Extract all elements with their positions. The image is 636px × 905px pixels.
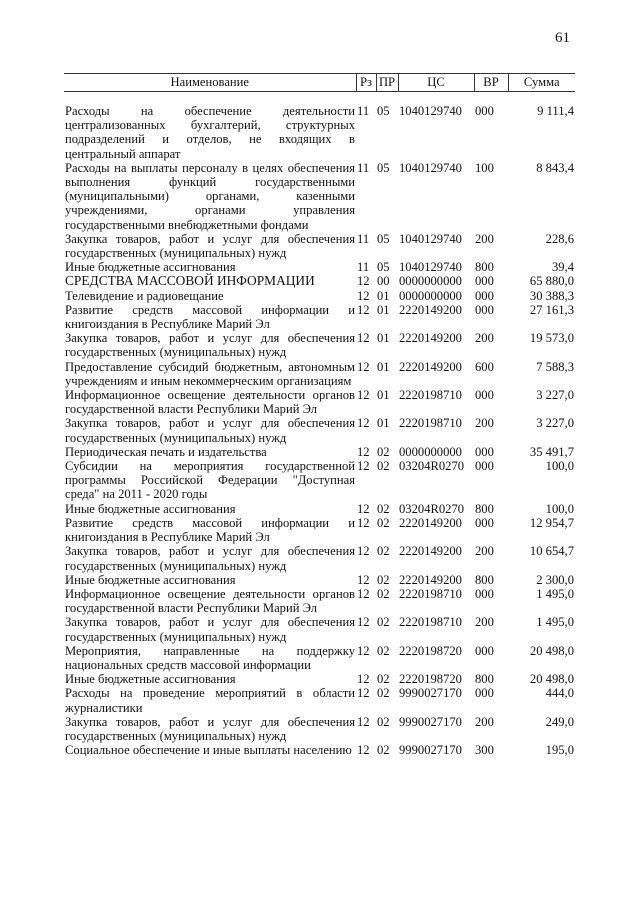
- cell-name: Иные бюджетные ассигнования: [65, 501, 236, 516]
- cell-name: Расходы на обеспечение деятельности централизованных бухгалтерий, структурных подразделений и отделов, не входящих в центральный аппарат: [65, 104, 355, 161]
- cell-vr: 200: [475, 331, 494, 346]
- cell-name: Телевидение и радиовещание: [65, 288, 224, 303]
- cell-rz: 12: [357, 501, 370, 516]
- cell-sum: 444,0: [545, 686, 574, 701]
- page-number: 61: [555, 30, 570, 46]
- cell-vr: 100: [475, 160, 494, 175]
- cell-rz: 12: [357, 416, 370, 431]
- cell-sum: 1 495,0: [536, 615, 574, 630]
- cell-sum: 27 161,3: [529, 302, 574, 317]
- cell-rz: 12: [357, 359, 370, 374]
- cell-pr: 01: [377, 416, 390, 431]
- table-body: [64, 92, 575, 758]
- cell-cs: 1040129740: [399, 104, 462, 118]
- cell-vr: 800: [475, 260, 494, 275]
- cell-vr: 000: [475, 643, 494, 658]
- table-header-row: [64, 74, 575, 92]
- cell-vr: 000: [475, 444, 494, 459]
- cell-sum: 8 843,4: [536, 160, 574, 175]
- cell-name: Мероприятия, направленные на поддержку национальных средств массовой информации: [65, 643, 355, 672]
- table-row: [64, 388, 575, 416]
- cell-vr: 200: [475, 544, 494, 559]
- table-row: [64, 459, 575, 502]
- cell-name: Иные бюджетные ассигнования: [65, 672, 236, 687]
- cell-name: Развитие средств массовой информации и книгоиздания в Республике Марий Эл: [65, 515, 355, 545]
- cell-rz: 12: [357, 586, 370, 601]
- cell-cs: 9990027170: [399, 686, 462, 701]
- cell-vr: 200: [475, 615, 494, 630]
- table-row: [64, 672, 575, 686]
- cell-rz: 11: [357, 104, 370, 118]
- cell-sum: 12 954,7: [529, 515, 574, 530]
- cell-cs: 1040129740: [399, 260, 462, 275]
- cell-sum: 7 588,3: [536, 359, 574, 374]
- table-row: [64, 303, 575, 331]
- table-row: [64, 331, 575, 359]
- cell-pr: 02: [377, 544, 390, 559]
- cell-vr: 800: [475, 572, 494, 587]
- table-row: [64, 644, 575, 672]
- cell-cs: 2220198710: [399, 416, 462, 431]
- cell-pr: 02: [377, 444, 390, 459]
- cell-vr: 000: [475, 274, 494, 289]
- cell-cs: 2220149200: [399, 331, 462, 346]
- cell-cs: 2220198710: [399, 388, 462, 403]
- cell-vr: 000: [475, 288, 494, 303]
- table-row: [64, 260, 575, 274]
- cell-name: Закупка товаров, работ и услуг для обеспечения государственных (муниципальных) нужд: [65, 544, 355, 573]
- cell-vr: 200: [475, 231, 494, 246]
- cell-sum: 9 111,4: [537, 104, 574, 118]
- cell-name: Социальное обеспечение и иные выплаты населению: [65, 743, 352, 758]
- table-row: [64, 92, 575, 161]
- cell-name: Предоставление субсидий бюджетным, автономным учреждениям и иным некоммерческим организациям: [65, 359, 355, 388]
- cell-pr: 02: [377, 714, 390, 729]
- cell-name: Закупка товаров, работ и услуг для обеспечения государственных (муниципальных) нужд: [65, 615, 355, 644]
- cell-pr: 01: [377, 359, 390, 374]
- cell-vr: 000: [475, 586, 494, 601]
- table-row: [64, 274, 575, 288]
- cell-name: Расходы на выплаты персоналу в целях обеспечения выполнения функций государственными (муниципальными) органами, казенными учреждениями, органами управления государственными внебюджетными фондами: [65, 160, 355, 232]
- cell-rz: 12: [357, 515, 370, 530]
- cell-pr: 00: [377, 274, 390, 289]
- cell-sum: 2 300,0: [536, 572, 574, 587]
- table-row: [64, 289, 575, 303]
- cell-vr: 300: [475, 743, 494, 758]
- cell-sum: 100,0: [545, 501, 574, 516]
- table-row: [64, 743, 575, 757]
- cell-name: Закупка товаров, работ и услуг для обеспечения государственных (муниципальных) нужд: [65, 231, 355, 261]
- cell-cs: 2220198720: [399, 672, 462, 687]
- cell-sum: 20 498,0: [529, 643, 574, 658]
- column-header-cs: ЦС: [398, 74, 474, 92]
- cell-pr: 01: [377, 388, 390, 403]
- cell-rz: 11: [357, 260, 370, 275]
- cell-pr: 02: [377, 743, 390, 758]
- table-row: [64, 416, 575, 444]
- cell-pr: 02: [377, 643, 390, 658]
- cell-pr: 05: [377, 260, 390, 275]
- cell-name: Закупка товаров, работ и услуг для обеспечения государственных (муниципальных) нужд: [65, 714, 355, 743]
- cell-sum: 195,0: [545, 743, 574, 758]
- cell-pr: 01: [377, 302, 390, 317]
- table-row: [64, 445, 575, 459]
- cell-cs: 03204R0270: [399, 501, 465, 516]
- cell-rz: 12: [357, 672, 370, 687]
- cell-sum: 19 573,0: [529, 331, 574, 346]
- column-header-pr: ПР: [376, 74, 398, 92]
- table-row: [64, 161, 575, 232]
- cell-cs: 2220198710: [399, 615, 462, 630]
- cell-pr: 05: [377, 160, 390, 175]
- column-header-rz: Рз: [356, 74, 376, 92]
- cell-vr: 000: [475, 302, 494, 317]
- budget-table: [64, 73, 575, 757]
- cell-name: СРЕДСТВА МАССОВОЙ ИНФОРМАЦИИ: [65, 273, 315, 289]
- cell-rz: 12: [357, 544, 370, 559]
- cell-cs: 0000000000: [399, 444, 462, 459]
- cell-sum: 20 498,0: [529, 672, 574, 687]
- cell-vr: 800: [475, 672, 494, 687]
- cell-rz: 12: [357, 743, 370, 758]
- cell-name: Развитие средств массовой информации и книгоиздания в Республике Марий Эл: [65, 302, 355, 332]
- cell-cs: 2220198710: [399, 586, 462, 601]
- table-row: [64, 516, 575, 544]
- table-row: [64, 715, 575, 743]
- cell-name: Закупка товаров, работ и услуг для обеспечения государственных (муниципальных) нужд: [65, 416, 355, 445]
- table-row: [64, 232, 575, 260]
- table-row: [64, 360, 575, 388]
- cell-name: Иные бюджетные ассигнования: [65, 260, 236, 275]
- cell-pr: 05: [377, 104, 390, 118]
- cell-pr: 02: [377, 672, 390, 687]
- cell-name: Субсидии на мероприятия государственной программы Российской Федерации "Доступная среда" на 2011 - 2020 годы: [65, 459, 355, 502]
- cell-cs: 2220198720: [399, 643, 462, 658]
- cell-cs: 2220149200: [399, 544, 462, 559]
- column-header-sum: Сумма: [508, 74, 575, 92]
- cell-rz: 12: [357, 714, 370, 729]
- cell-sum: 100,0: [545, 459, 574, 474]
- cell-rz: 11: [357, 231, 370, 246]
- cell-rz: 12: [357, 388, 370, 403]
- cell-rz: 11: [357, 160, 370, 175]
- cell-vr: 600: [475, 359, 494, 374]
- cell-rz: 12: [357, 274, 370, 289]
- cell-sum: 228,6: [545, 231, 574, 246]
- table-row: [64, 573, 575, 587]
- cell-sum: 3 227,0: [536, 416, 574, 431]
- cell-vr: 000: [475, 388, 494, 403]
- cell-sum: 30 388,3: [529, 288, 574, 303]
- cell-name: Расходы на проведение мероприятий в области журналистики: [65, 686, 355, 715]
- cell-cs: 9990027170: [399, 714, 462, 729]
- cell-cs: 0000000000: [399, 274, 462, 289]
- cell-vr: 000: [475, 459, 494, 474]
- cell-cs: 2220149200: [399, 359, 462, 374]
- cell-name: Закупка товаров, работ и услуг для обеспечения государственных (муниципальных) нужд: [65, 331, 355, 360]
- table-row: [64, 615, 575, 643]
- column-header-name: Наименование: [64, 74, 356, 92]
- cell-name: Иные бюджетные ассигнования: [65, 572, 236, 587]
- cell-sum: 249,0: [545, 714, 574, 729]
- cell-vr: 000: [475, 104, 494, 118]
- cell-vr: 000: [475, 515, 494, 530]
- cell-cs: 2220149200: [399, 515, 462, 530]
- cell-rz: 12: [357, 331, 370, 346]
- cell-rz: 12: [357, 302, 370, 317]
- cell-rz: 12: [357, 459, 370, 474]
- cell-sum: 39,4: [551, 260, 574, 275]
- cell-name: Периодическая печать и издательства: [65, 444, 267, 459]
- cell-pr: 02: [377, 501, 390, 516]
- cell-rz: 12: [357, 444, 370, 459]
- cell-pr: 02: [377, 615, 390, 630]
- cell-pr: 02: [377, 586, 390, 601]
- cell-pr: 02: [377, 515, 390, 530]
- cell-cs: 03204R0270: [399, 459, 465, 474]
- cell-sum: 10 654,7: [529, 544, 574, 559]
- cell-cs: 1040129740: [399, 160, 462, 175]
- table-row: [64, 502, 575, 516]
- cell-vr: 000: [475, 686, 494, 701]
- cell-rz: 12: [357, 288, 370, 303]
- table-row: [64, 544, 575, 572]
- cell-pr: 02: [377, 572, 390, 587]
- cell-cs: 1040129740: [399, 231, 462, 246]
- cell-cs: 2220149200: [399, 572, 462, 587]
- cell-vr: 200: [475, 714, 494, 729]
- cell-pr: 01: [377, 288, 390, 303]
- cell-sum: 1 495,0: [536, 586, 574, 601]
- cell-name: Информационное освещение деятельности органов государственной власти Республики Марий Эл: [65, 388, 355, 417]
- table-row: [64, 587, 575, 615]
- cell-pr: 05: [377, 231, 390, 246]
- cell-pr: 01: [377, 331, 390, 346]
- cell-name: Информационное освещение деятельности органов государственной власти Республики Марий Эл: [65, 586, 355, 616]
- cell-sum: 65 880,0: [529, 274, 574, 289]
- cell-rz: 12: [357, 615, 370, 630]
- column-header-vr: ВР: [474, 74, 508, 92]
- cell-rz: 12: [357, 572, 370, 587]
- cell-sum: 35 491,7: [529, 444, 574, 459]
- table-row: [64, 686, 575, 714]
- cell-vr: 200: [475, 416, 494, 431]
- cell-cs: 9990027170: [399, 743, 462, 758]
- cell-rz: 12: [357, 686, 370, 701]
- cell-pr: 02: [377, 459, 390, 474]
- cell-cs: 0000000000: [399, 288, 462, 303]
- cell-rz: 12: [357, 643, 370, 658]
- cell-vr: 800: [475, 501, 494, 516]
- cell-sum: 3 227,0: [536, 388, 574, 403]
- cell-pr: 02: [377, 686, 390, 701]
- cell-cs: 2220149200: [399, 302, 462, 317]
